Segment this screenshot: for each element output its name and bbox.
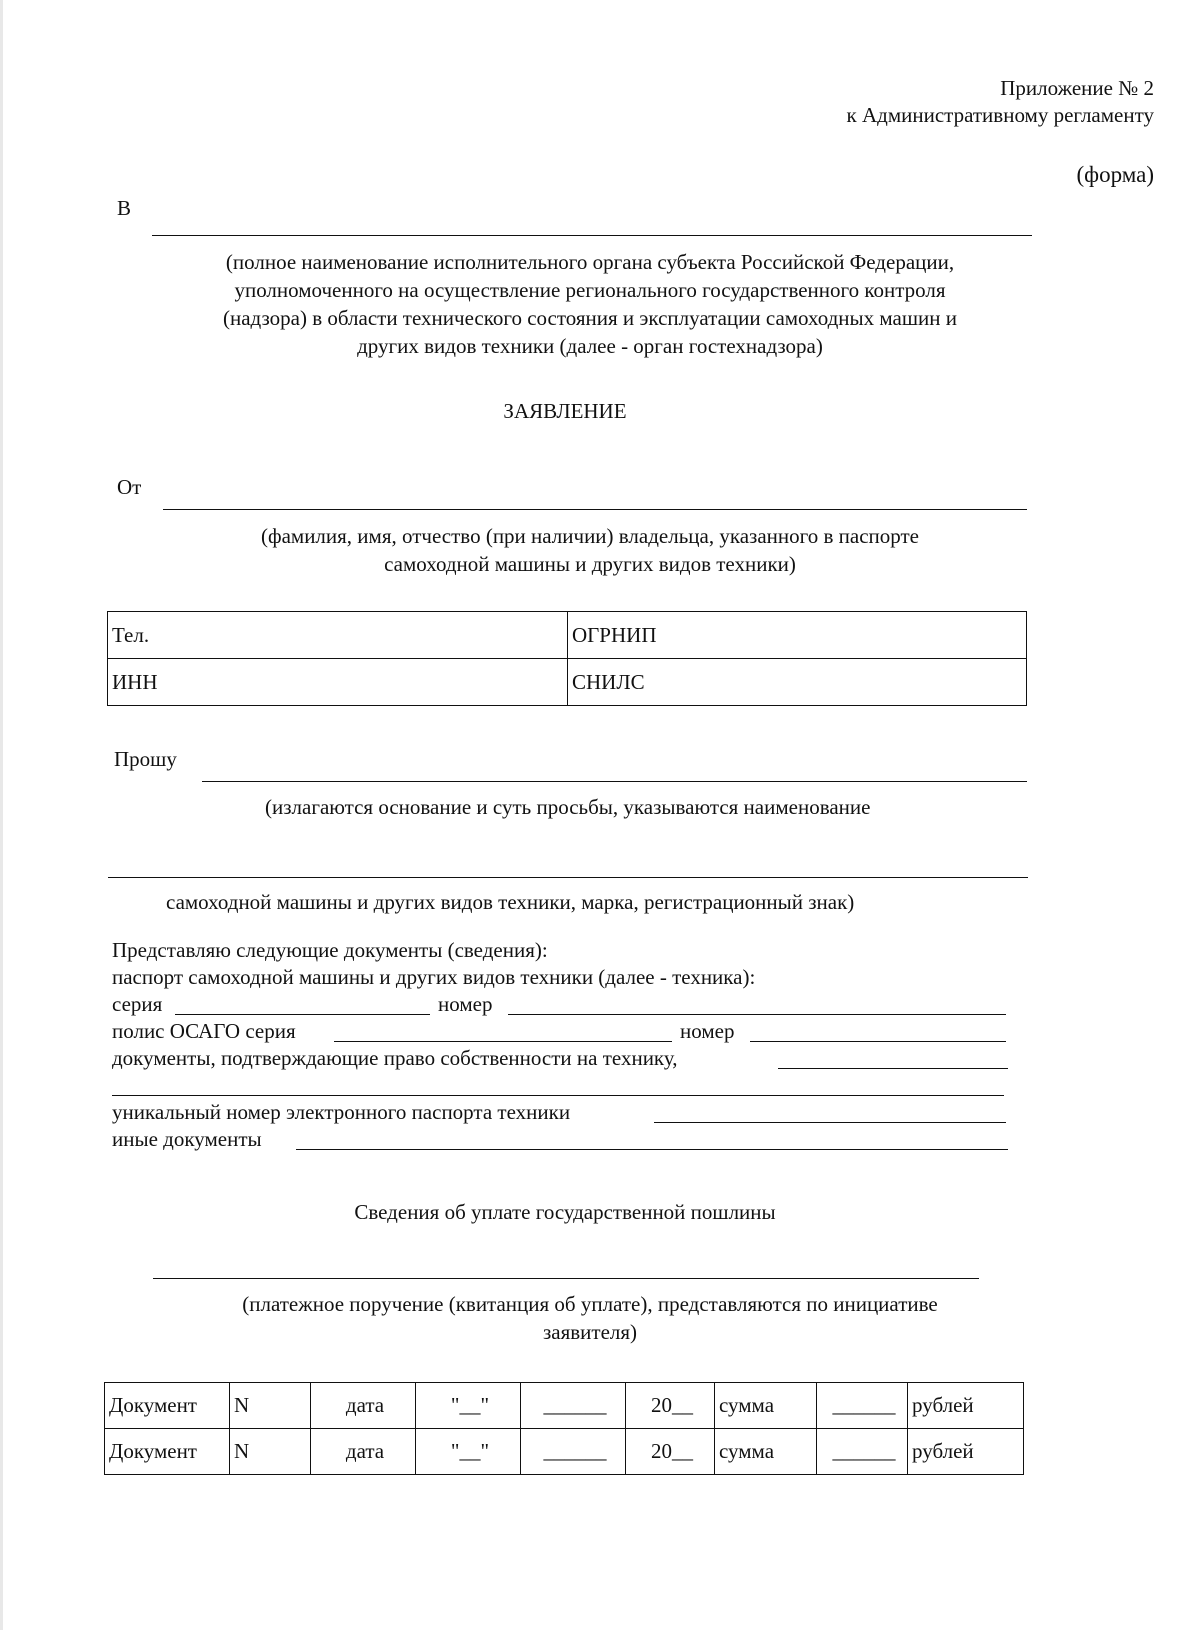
- series-field[interactable]: [175, 1014, 430, 1015]
- epassport-field[interactable]: [654, 1122, 1006, 1123]
- amount-cell[interactable]: ______: [817, 1429, 908, 1475]
- series-label: серия: [112, 992, 163, 1016]
- scan-edge: [0, 0, 3, 1630]
- other-docs-field[interactable]: [296, 1149, 1008, 1150]
- payment-table: [104, 1382, 1024, 1475]
- osago-series-label: полис ОСАГО серия: [112, 1019, 296, 1043]
- fee-caption-line: (платежное поручение (квитанция об уплате), представляются по инициативе: [242, 1292, 938, 1316]
- n-cell[interactable]: N: [230, 1383, 311, 1429]
- day-cell[interactable]: "__": [416, 1383, 521, 1429]
- addressee-caption-line: (надзора) в области технического состояния и эксплуатации самоходных машин и: [222, 306, 958, 330]
- ownership-field-2[interactable]: [112, 1095, 1004, 1096]
- request-caption-2: самоходной машины и других видов техники, марка, регистрационный знак): [166, 890, 855, 914]
- doc-cell: Документ: [105, 1383, 230, 1429]
- from-caption-line: самоходной машины и других видов техники): [384, 552, 796, 576]
- fee-caption-line: заявителя): [542, 1320, 638, 1344]
- sum-label-cell: сумма: [715, 1383, 817, 1429]
- ownership-label: документы, подтверждающие право собственности на технику,: [112, 1046, 678, 1070]
- snils-cell[interactable]: [568, 659, 1027, 706]
- osago-series-field[interactable]: [334, 1041, 672, 1042]
- inn-label: ИНН: [112, 669, 158, 694]
- year-cell[interactable]: 20__: [626, 1383, 715, 1429]
- addressee-caption: [120, 248, 1060, 360]
- request-line-2[interactable]: [108, 877, 1028, 878]
- month-cell[interactable]: ______: [521, 1383, 626, 1429]
- osago-number-field[interactable]: [750, 1041, 1006, 1042]
- from-prefix: От: [117, 475, 142, 499]
- appendix-number: Приложение № 2: [1000, 76, 1154, 100]
- ogrnip-cell[interactable]: [568, 612, 1027, 659]
- document-title: ЗАЯВЛЕНИЕ: [503, 399, 627, 423]
- fee-line[interactable]: [153, 1278, 979, 1279]
- currency-cell: рублей: [908, 1383, 1024, 1429]
- date-label-cell: дата: [311, 1383, 416, 1429]
- currency-cell: рублей: [908, 1429, 1024, 1475]
- amount-cell[interactable]: ______: [817, 1383, 908, 1429]
- phone-label: Тел.: [112, 622, 150, 647]
- request-line[interactable]: [202, 781, 1027, 782]
- n-cell[interactable]: N: [230, 1429, 311, 1475]
- fee-caption: [130, 1290, 1050, 1346]
- from-caption: [140, 522, 1040, 578]
- from-caption-line: (фамилия, имя, отчество (при наличии) владельца, указанного в паспорте: [260, 524, 919, 548]
- addressee-prefix: В: [117, 196, 132, 220]
- date-label-cell: дата: [311, 1429, 416, 1475]
- form-label: (форма): [1076, 162, 1154, 187]
- contacts-table: [107, 611, 1027, 706]
- addressee-caption-line: других видов техники (далее - орган гостехнадзора): [357, 334, 823, 358]
- payment-row: [105, 1383, 1024, 1429]
- month-cell[interactable]: ______: [521, 1429, 626, 1475]
- year-cell[interactable]: 20__: [626, 1429, 715, 1475]
- documents-intro: Представляю следующие документы (сведения):: [112, 938, 548, 962]
- other-docs-label: иные документы: [112, 1127, 262, 1151]
- number-field[interactable]: [508, 1014, 1006, 1015]
- snils-label: СНИЛС: [572, 669, 645, 694]
- osago-number-label: номер: [680, 1019, 735, 1043]
- day-cell[interactable]: "__": [416, 1429, 521, 1475]
- sum-label-cell: сумма: [715, 1429, 817, 1475]
- regulation-reference: к Административному регламенту: [846, 103, 1154, 127]
- epassport-label: уникальный номер электронного паспорта техники: [112, 1100, 571, 1124]
- from-line[interactable]: [163, 509, 1027, 510]
- addressee-caption-line: уполномоченного на осуществление регионального государственного контроля: [234, 278, 946, 302]
- addressee-line[interactable]: [152, 235, 1032, 236]
- ogrnip-label: ОГРНИП: [572, 622, 657, 647]
- number-label: номер: [438, 992, 493, 1016]
- fee-title: Сведения об уплате государственной пошлины: [354, 1200, 776, 1224]
- doc-cell: Документ: [105, 1429, 230, 1475]
- passport-line: паспорт самоходной машины и других видов техники (далее - техника):: [112, 965, 756, 989]
- request-prefix: Прошу: [114, 747, 177, 771]
- phone-cell[interactable]: [108, 612, 568, 659]
- inn-cell[interactable]: [108, 659, 568, 706]
- request-caption-1: (излагаются основание и суть просьбы, указываются наименование: [265, 795, 871, 819]
- ownership-field[interactable]: [778, 1068, 1008, 1069]
- addressee-caption-line: (полное наименование исполнительного органа субъекта Российской Федерации,: [225, 250, 955, 274]
- payment-row: [105, 1429, 1024, 1475]
